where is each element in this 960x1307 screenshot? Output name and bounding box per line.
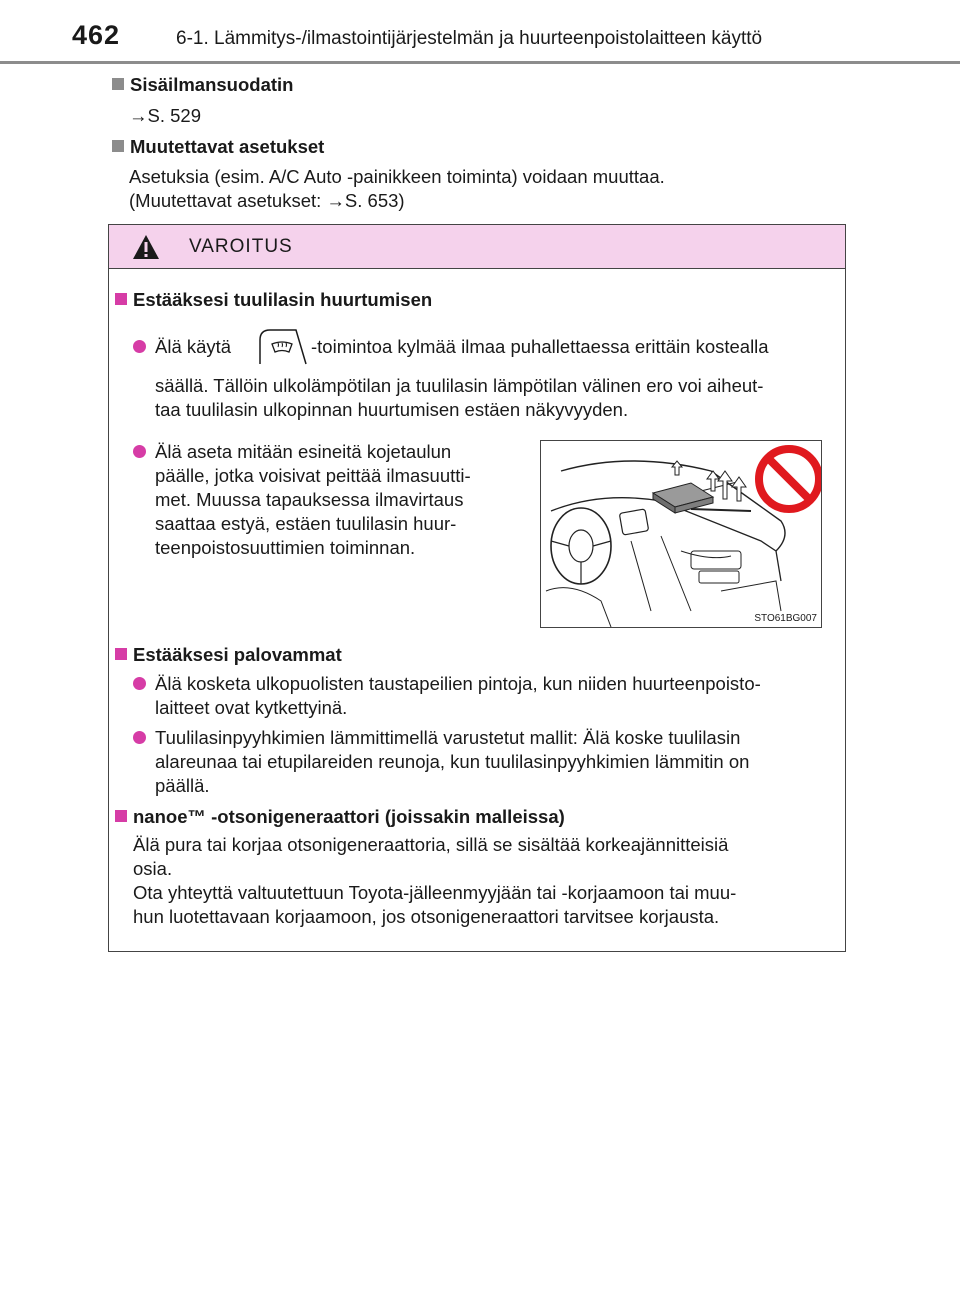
settings-heading: Muutettavat asetukset [112,135,324,159]
windshield-defroster-icon [256,326,308,366]
settings-text-line2: (Muutettavat asetukset: →S. 653) [129,190,405,211]
square-bullet-icon [115,293,127,305]
warning-title: VAROITUS [189,236,293,257]
square-bullet-icon [115,810,127,822]
square-bullet-icon [112,78,124,90]
section-heading-fog: Estääksesi tuulilasin huurtumisen [115,288,432,312]
bullet-text-line2: laitteet ovat kytkettyinä. [155,697,348,718]
nanoe-p2-line2: hun luotettavaan korjaamoon, jos otsonigeneraattori tarvitsee korjausta. [133,906,720,927]
bullet-text-line2: alareunaa tai etupilareiden reunoja, kun tuulilasinpyyhkimien lämmitin on [155,751,750,772]
dashboard-drawing [541,441,821,627]
square-bullet-icon [115,648,127,660]
nanoe-p2-line1: Ota yhteyttä valtuutettuun Toyota-jälleenmyyjään tai -korjaamoon tai muu- [133,882,737,903]
bullet-text-line3: taa tuulilasin ulkopinnan huurtumisen estäen näkyvyyden. [155,399,629,420]
bullet-text-line3: met. Muussa tapauksessa ilmavirtaus [155,489,464,510]
figure-code: STO61BG007 [754,613,817,624]
header-rule [0,61,960,64]
bullet-text-line1: Älä kosketa ulkopuolisten taustapeilien pintoja, kun niiden huurteenpoisto- [155,673,761,694]
settings-text-line1: Asetuksia (esim. A/C Auto -painikkeen toiminta) voidaan muuttaa. [129,166,665,187]
bullet-dot [133,677,146,690]
bullet-text-pre: Älä käytä [155,336,232,357]
chapter-title: 6-1. Lämmitys-/ilmastointijärjestelmän ja huurteenpoistolaitteen käyttö [176,28,763,49]
dashboard-illustration [540,440,822,628]
bullet-wiper-heater [133,726,839,800]
bullet-dashboard-objects [133,440,523,570]
nanoe-p1-line1: Älä pura tai korjaa otsonigeneraattoria, sillä se sisältää korkeajännitteisiä [133,834,729,855]
page-header [0,0,960,64]
bullet-text-line2: päälle, jotka voisivat peittää ilmasuutti- [155,465,471,486]
bullet-mirrors [133,672,839,722]
filter-heading: Sisäilmansuodatin [112,73,293,97]
nanoe-paragraph-2 [133,881,833,929]
nanoe-paragraph-1 [133,833,833,881]
filter-page-ref[interactable]: →S. 529 [129,105,201,126]
bullet-text-line3: päällä. [155,775,210,796]
section-heading-nanoe: nanoe™ -otsonigeneraattori (joissakin malleissa) [115,805,565,829]
bullet-dot [133,340,146,353]
bullet-text-line2: säällä. Tällöin ulkolämpötilan ja tuulilasin lämpötilan välinen ero voi aiheut- [155,375,764,396]
bullet-text-post: -toimintoa kylmää ilmaa puhallettaessa erittäin kostealla [311,336,769,357]
bullet-defroster [133,335,839,425]
square-bullet-icon [112,140,124,152]
page-number: 462 [72,20,121,50]
bullet-text-line1: Älä aseta mitään esineitä kojetaulun [155,441,452,462]
bullet-text-line1: Tuulilasinpyyhkimien lämmittimellä varustetut mallit: Älä koske tuulilasin [155,727,741,748]
nanoe-p1-line2: osia. [133,858,173,879]
bullet-text-line5: teenpoistosuuttimien toiminnan. [155,537,416,558]
section-heading-burns: Estääksesi palovammat [115,643,342,667]
bullet-text-line4: saattaa estyä, estäen tuulilasin huur- [155,513,457,534]
bullet-dot [133,731,146,744]
warning-triangle-icon [132,234,160,260]
warning-header [109,225,845,269]
bullet-dot [133,445,146,458]
